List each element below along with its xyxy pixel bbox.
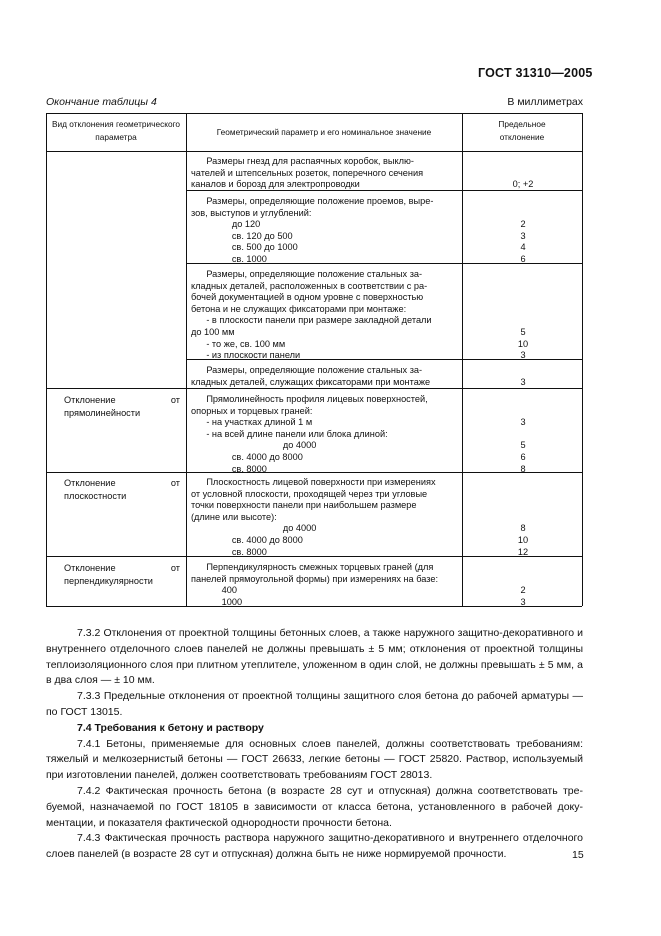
parameter-line: бетона и не служащих фиксаторами при монтаже: [191,303,407,314]
deviation-name: Отклонение от плоскостности [64,478,180,501]
limit-value: 3 [520,350,526,361]
parameter-line: чателей и штепсельных розеток, поперечного сечения [191,167,424,178]
standard-number: ГОСТ 31310—2005 [478,66,593,80]
parameter-line: каналов и борозд для электропроводки [191,179,360,190]
parameter-line: св. 1000 [191,254,267,264]
column-header-limit: Предельное отклонение [498,119,546,142]
limit-value: 8 [520,463,526,474]
table-caption: Окончание таблицы 4 [46,96,157,108]
parameter-line: кладных деталей, расположенных в соответствии с ра- [191,280,428,291]
paragraph-7-4-2: 7.4.2 Фактическая прочность бетона (в возрасте 28 сут и отпускная) должна соответствовать требуемой, назначаемой по ГОСТ 18105 в зависимости от класса бетона, установленного в рабочей документации, и показателя фактической однородности прочности бетона. [46,784,583,829]
body-text [46,626,583,863]
parameter-line: до 120 [191,219,261,230]
limit-value: 3 [520,417,526,428]
parameter-line: точки поверхности панели при наибольшем размере [191,500,417,511]
limit-value: 3 [520,230,526,241]
parameter-line: Перпендикулярность смежных торцевых граней (для [191,562,434,572]
limit-value: 3 [520,376,526,387]
parameter-line: Прямолинейность профиля лицевых поверхностей, [191,394,428,404]
parameter-line: Плоскостность лицевой поверхности при измерениях [191,477,436,487]
parameter-line: св. 8000 [191,463,267,474]
limit-value: 2 [520,585,526,596]
parameter-line: до 4000 [191,523,317,534]
parameter-line: Размеры, определяющие положение стальных за- [191,365,423,375]
page-number: 15 [572,849,584,861]
limit-value: 8 [520,523,526,534]
parameter-line: св. 8000 [191,546,267,557]
parameter-line: Размеры гнезд для распаячных коробок, выклю- [191,156,414,166]
section-heading-7-4: 7.4 Требования к бетону и раствору [77,721,264,734]
limit-value: 12 [517,546,529,557]
parameter-line: Размеры, определяющие положение проемов, выре- [191,196,434,206]
limit-value: 10 [517,535,529,545]
column-header-deviation: Вид отклонения геометрического параметра [51,119,181,142]
limit-value: 0; +2 [512,179,534,190]
paragraph-7-4-3: 7.4.3 Фактическая прочность раствора наружного защитно-декоративного и внутреннего отделочного слоев панелей (в возрасте 28 сут и отпускная) должна быть не ниже нормируемой прочности. [46,832,583,861]
paragraph-7-3-3: 7.3.3 Предельные отклонения от проектной толщины защитного слоя бетона до рабочей арматуры — по ГОСТ 13015. [46,690,583,718]
limit-value: 4 [520,242,526,253]
parameter-line: - на участках длиной 1 м [191,417,313,428]
parameter-line: 400 [191,585,237,596]
parameter-line: бочей документацией в одном уровне с поверхностью [191,292,424,303]
parameter-line: - в плоскости панели при размере закладной детали [191,315,432,326]
parameter-line: до 100 мм [191,327,235,337]
limit-value: 10 [517,338,529,349]
limit-value: 5 [520,327,526,337]
limit-value: 5 [520,440,526,451]
paragraph-7-3-2: 7.3.2 Отклонения от проектной толщины бетонных слоев, а также наружного защитно-декоративного и внутреннего отделочного слоев панелей не должны превышать ± 5 мм; отклонения от проектной толщины теплоизоляционного слоя при плитном утеплителе, уложенном в один слой, не должны превышать ± 5 мм, а в два слоя — ± 10 мм. [46,627,583,687]
parameter-line: - на всей длине панели или блока длиной: [191,428,388,439]
parameter-line: до 4000 [191,440,317,451]
deviation-name: Отклонение от прямолинейности [64,395,180,418]
column-header-parameter: Геометрический параметр и его номинальное значение [216,127,432,137]
parameter-line: опорных и торцевых граней: [191,405,313,416]
limit-value: 2 [520,219,526,230]
parameter-line: от условной плоскости, проходящей через три угловые [191,488,428,499]
parameter-line: Размеры, определяющие положение стальных за- [191,269,423,279]
parameter-line: 1000 [191,596,243,607]
limit-value: 3 [520,596,526,607]
parameter-line: панелей прямоугольной формы) при измерениях на базе: [191,573,439,584]
parameter-line: (длине или высоте): [191,511,277,522]
parameter-line: св. 4000 до 8000 [191,452,303,462]
limit-value: 6 [520,452,526,462]
parameter-line: - из плоскости панели [191,350,301,361]
table-units: В миллиметрах [507,96,583,108]
parameter-line: кладных деталей, служащих фиксаторами при монтаже [191,376,431,387]
parameter-line: св. 4000 до 8000 [191,535,303,545]
deviation-name: Отклонение от перпендикулярности [64,563,180,586]
parameter-line: св. 500 до 1000 [191,242,298,253]
paragraph-7-4-1: 7.4.1 Бетоны, применяемые для основных слоев панелей, должны соответствовать требованиям: тяжелый и мелкозернистый бетоны — ГОСТ 26633, легкие бетоны — ГОСТ 25820. Раствор, используемый при изготовлении панелей, должен соответствовать требованиям ГОСТ 28013. [46,737,583,782]
limit-value: 6 [520,254,526,264]
parameter-line: зов, выступов и углублений: [191,207,312,218]
parameter-line: - то же, св. 100 мм [191,338,286,349]
parameter-line: св. 120 до 500 [191,230,293,241]
